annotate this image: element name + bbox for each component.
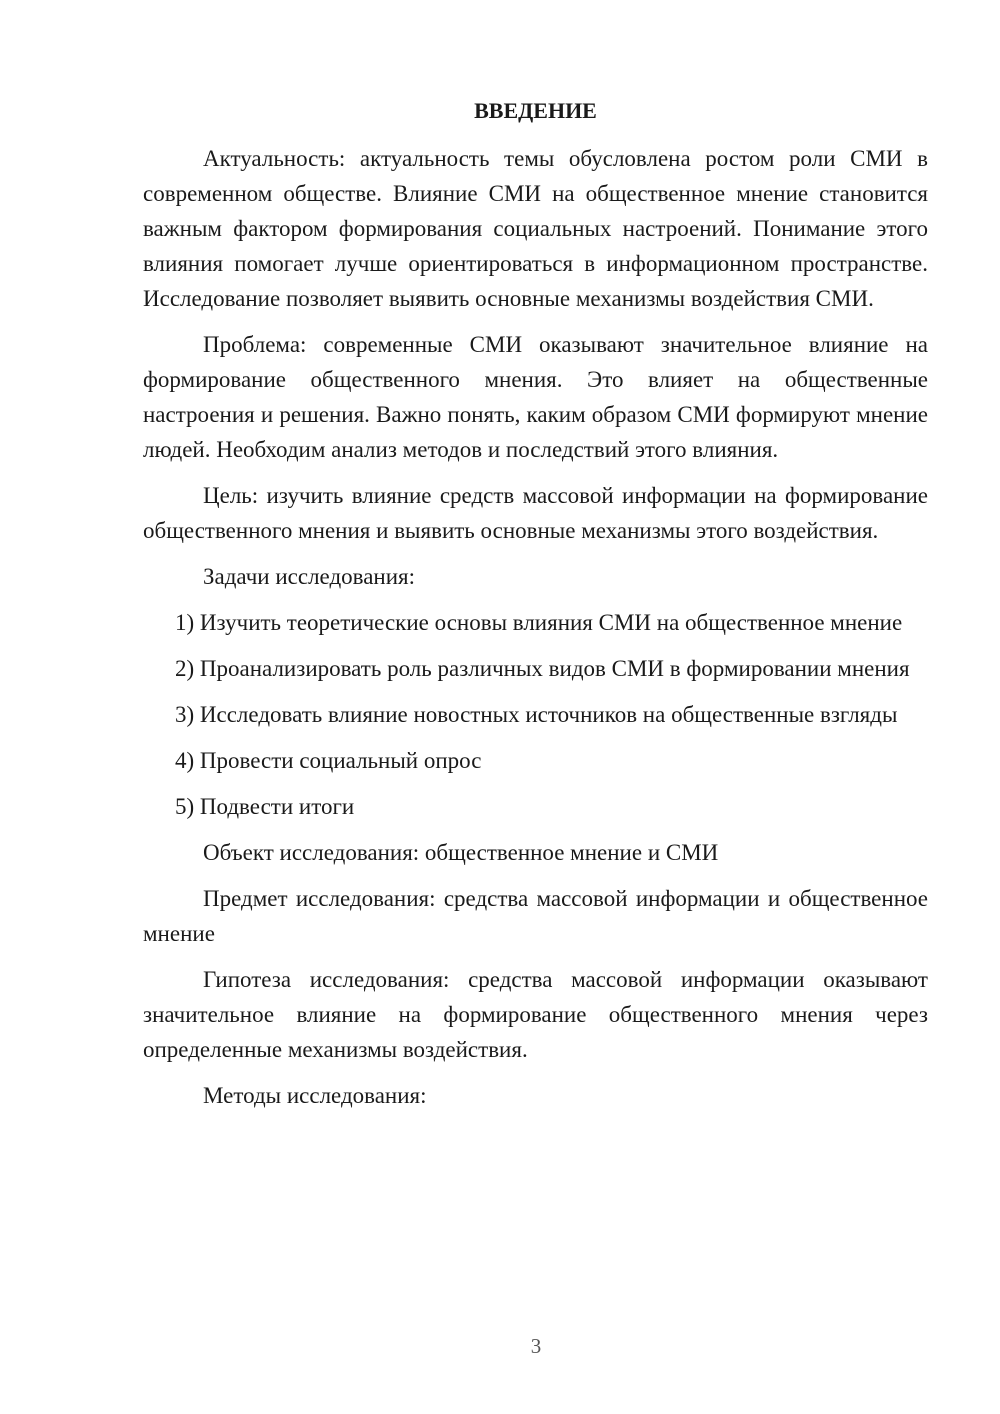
task-item-2: 2) Проанализировать роль различных видов СМИ в формировании мнения <box>175 656 910 681</box>
methods-heading: Методы исследования: <box>203 1083 427 1108</box>
task-item-5: 5) Подвести итоги <box>175 794 355 819</box>
paragraph-hypothesis: Гипотеза исследования: средства массовой информации оказывают значительное влияние на формирование общественного мнения через определенные механизмы воздействия. <box>143 967 928 1062</box>
page-number: 3 <box>530 1334 542 1358</box>
section-title: ВВЕДЕНИЕ <box>474 98 597 123</box>
task-item-3: 3) Исследовать влияние новостных источников на общественные взгляды <box>175 702 898 727</box>
task-item-4: 4) Провести социальный опрос <box>175 748 482 773</box>
paragraph-goal: Цель: изучить влияние средств массовой информации на формирование общественного мнения и выявить основные механизмы этого воздействия. <box>143 483 928 543</box>
tasks-heading: Задачи исследования: <box>203 564 416 589</box>
paragraph-relevance: Актуальность: актуальность темы обусловлена ростом роли СМИ в современном обществе. Влияние СМИ на общественное мнение становится важным фактором формирования социальных настроений. Понимание этого влияния помогает лучше ориентироваться в информационном пространстве. Исследование позволяет выявить основные механизмы воздействия СМИ. <box>143 146 928 311</box>
document-page <box>143 95 928 1124</box>
task-item-1: 1) Изучить теоретические основы влияния СМИ на общественное мнение <box>175 610 903 635</box>
paragraph-problem: Проблема: современные СМИ оказывают значительное влияние на формирование общественного мнения. Это влияет на общественные настроения и решения. Важно понять, каким образом СМИ формируют мнение людей. Необходим анализ методов и последствий этого влияния. <box>143 332 928 462</box>
paragraph-object: Объект исследования: общественное мнение и СМИ <box>203 840 719 865</box>
paragraph-subject: Предмет исследования: средства массовой информации и общественное мнение <box>143 886 928 946</box>
